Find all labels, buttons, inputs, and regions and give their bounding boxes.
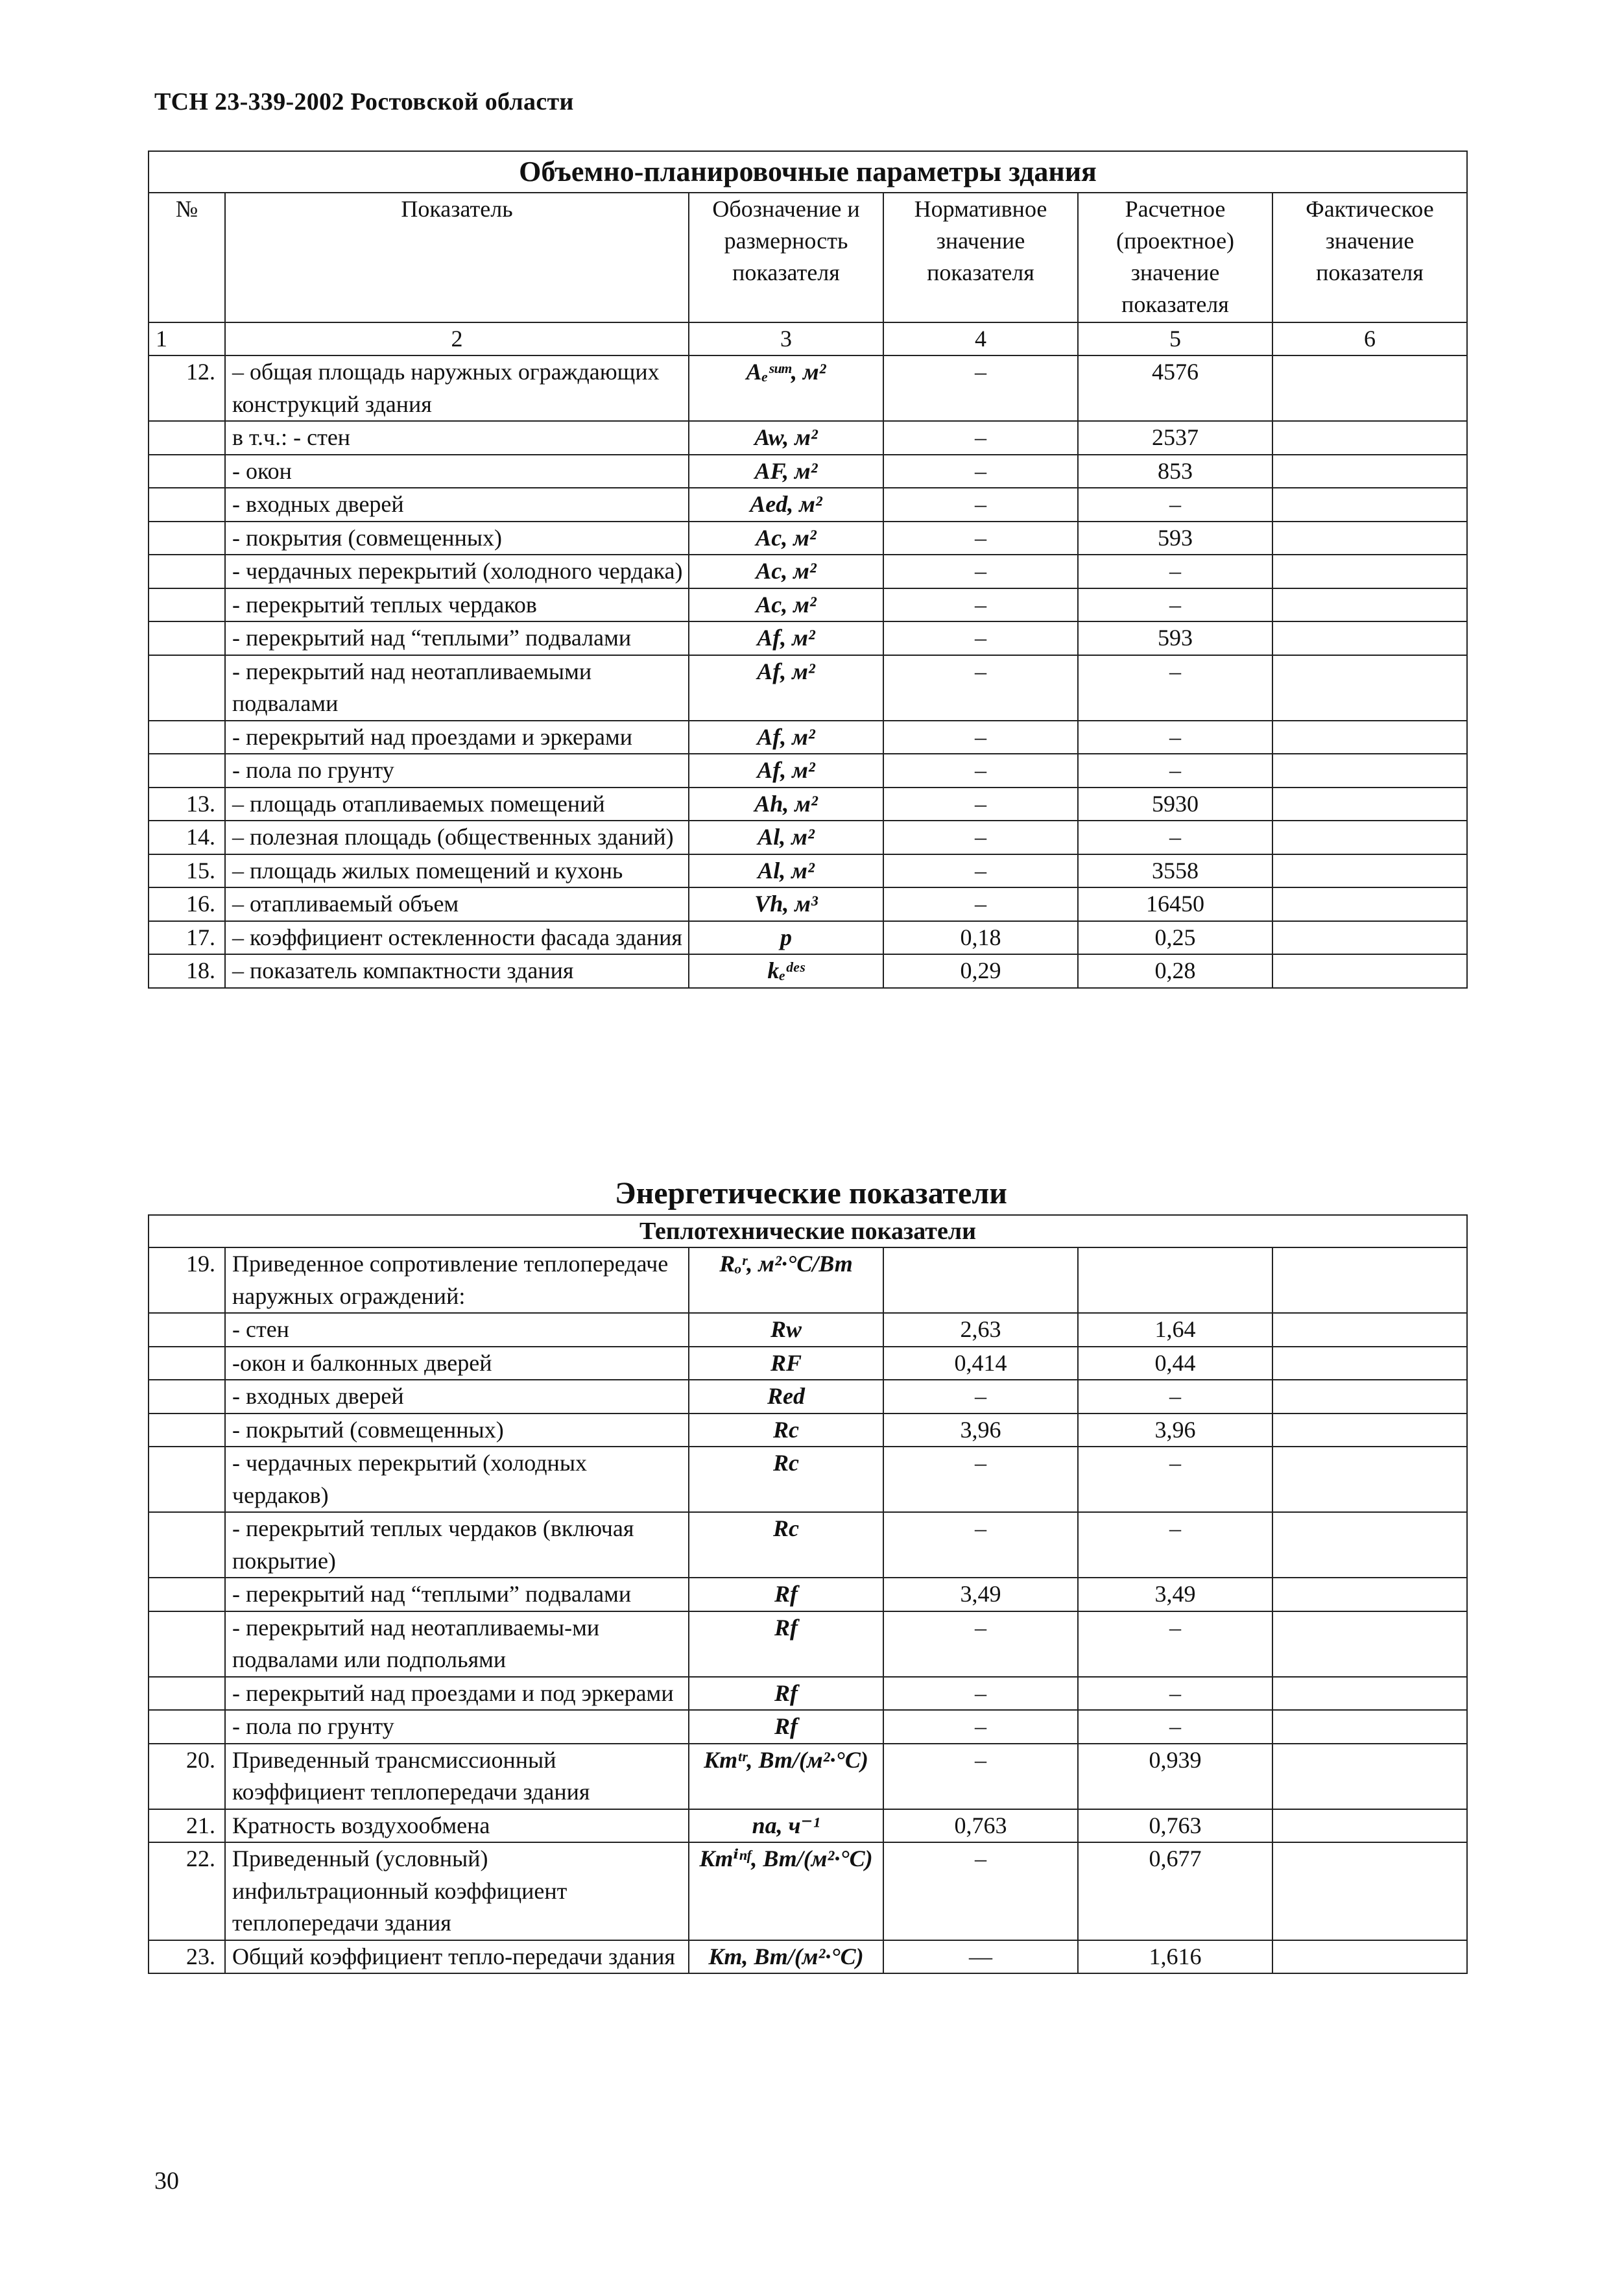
row-actual <box>1272 1313 1467 1347</box>
table-row <box>149 1414 1467 1447</box>
row-normative: – <box>883 721 1078 754</box>
row-number <box>149 1380 225 1414</box>
table-row <box>149 1842 1467 1940</box>
row-actual <box>1272 588 1467 622</box>
row-calculated: 593 <box>1078 522 1272 555</box>
row-symbol: Rₒʳ, м²·°С/Вт <box>689 1247 883 1313</box>
row-actual <box>1272 921 1467 955</box>
column-header: № <box>149 193 225 322</box>
row-label: - входных дверей <box>225 488 689 522</box>
row-actual <box>1272 1578 1467 1611</box>
row-actual <box>1272 655 1467 721</box>
row-normative <box>883 1247 1078 1313</box>
row-normative: – <box>883 1447 1078 1512</box>
row-normative: – <box>883 455 1078 488</box>
row-calculated: – <box>1078 1380 1272 1414</box>
table-row <box>149 1578 1467 1611</box>
row-label: - пола по грунту <box>225 754 689 788</box>
row-calculated: 1,64 <box>1078 1313 1272 1347</box>
row-actual <box>1272 555 1467 588</box>
row-symbol: Af, м² <box>689 655 883 721</box>
table-row <box>149 555 1467 588</box>
row-symbol: Af, м² <box>689 754 883 788</box>
row-symbol: Kmⁱⁿᶠ, Вт/(м²·°С) <box>689 1842 883 1940</box>
column-number: 4 <box>883 322 1078 355</box>
row-normative: – <box>883 1512 1078 1578</box>
column-number: 1 <box>149 322 225 355</box>
row-number <box>149 1414 225 1447</box>
row-symbol: Ac, м² <box>689 522 883 555</box>
row-normative: – <box>883 1611 1078 1677</box>
row-label: - покрытий (совмещенных) <box>225 1414 689 1447</box>
table-row <box>149 655 1467 721</box>
row-normative: – <box>883 887 1078 921</box>
row-number <box>149 455 225 488</box>
row-symbol: Rc <box>689 1447 883 1512</box>
row-label: - перекрытий над проездами и под эркерами <box>225 1677 689 1711</box>
row-calculated: 3,96 <box>1078 1414 1272 1447</box>
row-actual <box>1272 355 1467 421</box>
table-row <box>149 887 1467 921</box>
table-body <box>149 355 1467 988</box>
row-normative: – <box>883 355 1078 421</box>
row-number <box>149 1677 225 1711</box>
row-actual <box>1272 1809 1467 1843</box>
row-normative: – <box>883 621 1078 655</box>
row-number: 16. <box>149 887 225 921</box>
table-body <box>149 1247 1467 1973</box>
row-normative: – <box>883 555 1078 588</box>
row-normative: – <box>883 788 1078 821</box>
row-actual <box>1272 1611 1467 1677</box>
row-number: 23. <box>149 1940 225 1974</box>
row-label: - чердачных перекрытий (холодных чердаков) <box>225 1447 689 1512</box>
row-calculated: – <box>1078 1677 1272 1711</box>
table-row <box>149 588 1467 622</box>
row-symbol: Rf <box>689 1611 883 1677</box>
table-row <box>149 788 1467 821</box>
row-calculated: 2537 <box>1078 421 1272 455</box>
row-symbol: AF, м² <box>689 455 883 488</box>
row-label: - покрытия (совмещенных) <box>225 522 689 555</box>
table-row <box>149 1809 1467 1843</box>
row-actual <box>1272 887 1467 921</box>
row-label: -окон и балконных дверей <box>225 1347 689 1380</box>
row-number <box>149 1313 225 1347</box>
table-row <box>149 455 1467 488</box>
row-label: - перекрытий теплых чердаков <box>225 588 689 622</box>
table-row <box>149 488 1467 522</box>
row-normative: – <box>883 1677 1078 1711</box>
row-calculated: 0,28 <box>1078 954 1272 988</box>
row-normative: – <box>883 1380 1078 1414</box>
row-label: - стен <box>225 1313 689 1347</box>
table-row <box>149 421 1467 455</box>
row-actual <box>1272 1347 1467 1380</box>
row-symbol: Rf <box>689 1677 883 1711</box>
row-normative: 3,96 <box>883 1414 1078 1447</box>
row-number <box>149 1611 225 1677</box>
table-row <box>149 1940 1467 1974</box>
row-normative: – <box>883 754 1078 788</box>
row-calculated: – <box>1078 555 1272 588</box>
row-label: – коэффициент остекленности фасада здания <box>225 921 689 955</box>
table-title: Объемно-планировочные параметры здания <box>149 151 1467 193</box>
row-number: 18. <box>149 954 225 988</box>
row-actual <box>1272 1380 1467 1414</box>
row-normative: – <box>883 1710 1078 1744</box>
table-row <box>149 621 1467 655</box>
table-row <box>149 522 1467 555</box>
row-label: - перекрытий над неотапливаемыми подвалами <box>225 655 689 721</box>
row-number: 17. <box>149 921 225 955</box>
row-actual <box>1272 522 1467 555</box>
row-actual <box>1272 721 1467 754</box>
row-calculated: 0,25 <box>1078 921 1272 955</box>
row-label: – показатель компактности здания <box>225 954 689 988</box>
row-calculated: 0,763 <box>1078 1809 1272 1843</box>
row-symbol: Rf <box>689 1578 883 1611</box>
column-header: Нормативное значение показателя <box>883 193 1078 322</box>
row-label: – общая площадь наружных ограждающих конструкций здания <box>225 355 689 421</box>
row-normative: 2,63 <box>883 1313 1078 1347</box>
row-symbol: Aw, м² <box>689 421 883 455</box>
row-label: - входных дверей <box>225 1380 689 1414</box>
row-symbol: Al, м² <box>689 821 883 854</box>
row-number <box>149 621 225 655</box>
table-row <box>149 1677 1467 1711</box>
row-calculated: 5930 <box>1078 788 1272 821</box>
page-number: 30 <box>154 2167 179 2195</box>
row-calculated: 593 <box>1078 621 1272 655</box>
document-header: ТСН 23-339-2002 Ростовской области <box>154 88 574 115</box>
row-number <box>149 754 225 788</box>
row-actual <box>1272 1744 1467 1809</box>
table-row <box>149 921 1467 955</box>
row-symbol: Aₑˢᵘᵐ, м² <box>689 355 883 421</box>
row-symbol: Rf <box>689 1710 883 1744</box>
row-calculated: – <box>1078 721 1272 754</box>
row-number <box>149 1447 225 1512</box>
row-number: 12. <box>149 355 225 421</box>
row-actual <box>1272 821 1467 854</box>
table-row <box>149 1313 1467 1347</box>
row-symbol: Rw <box>689 1313 883 1347</box>
row-label: – отапливаемый объем <box>225 887 689 921</box>
row-symbol: Al, м² <box>689 854 883 888</box>
row-label: - чердачных перекрытий (холодного чердака) <box>225 555 689 588</box>
row-label: Приведенный трансмиссионный коэффициент теплопередачи здания <box>225 1744 689 1809</box>
row-symbol: Vh, м³ <box>689 887 883 921</box>
row-actual <box>1272 854 1467 888</box>
column-number: 6 <box>1272 322 1467 355</box>
row-normative: – <box>883 421 1078 455</box>
row-calculated: 0,677 <box>1078 1842 1272 1940</box>
row-actual <box>1272 954 1467 988</box>
row-calculated: 0,44 <box>1078 1347 1272 1380</box>
row-normative: 0,18 <box>883 921 1078 955</box>
row-symbol: Ac, м² <box>689 555 883 588</box>
row-number: 21. <box>149 1809 225 1843</box>
row-calculated: 3558 <box>1078 854 1272 888</box>
row-label: Приведенный (условный) инфильтрационный коэффициент теплопередачи здания <box>225 1842 689 1940</box>
row-normative: 0,414 <box>883 1347 1078 1380</box>
row-actual <box>1272 754 1467 788</box>
row-normative: – <box>883 588 1078 622</box>
row-calculated: – <box>1078 821 1272 854</box>
row-calculated: – <box>1078 1512 1272 1578</box>
row-actual <box>1272 421 1467 455</box>
row-calculated: – <box>1078 655 1272 721</box>
row-number: 20. <box>149 1744 225 1809</box>
row-symbol: kₑᵈᵉˢ <box>689 954 883 988</box>
table-row <box>149 854 1467 888</box>
row-label: - перекрытий теплых чердаков (включая покрытие) <box>225 1512 689 1578</box>
row-number <box>149 1578 225 1611</box>
row-normative: – <box>883 522 1078 555</box>
row-calculated: 4576 <box>1078 355 1272 421</box>
row-symbol: Red <box>689 1380 883 1414</box>
row-calculated: 3,49 <box>1078 1578 1272 1611</box>
row-symbol: Af, м² <box>689 621 883 655</box>
row-label: - окон <box>225 455 689 488</box>
table-row <box>149 1512 1467 1578</box>
row-symbol: RF <box>689 1347 883 1380</box>
row-calculated: – <box>1078 588 1272 622</box>
column-header: Фактическое значение показателя <box>1272 193 1467 322</box>
row-label: - перекрытий над проездами и эркерами <box>225 721 689 754</box>
table-row <box>149 1447 1467 1512</box>
row-number: 14. <box>149 821 225 854</box>
column-header: Обозначение и размерность показателя <box>689 193 883 322</box>
row-calculated: – <box>1078 754 1272 788</box>
row-actual <box>1272 1677 1467 1711</box>
row-number: 19. <box>149 1247 225 1313</box>
row-normative: – <box>883 854 1078 888</box>
table-row <box>149 1380 1467 1414</box>
table-row <box>149 954 1467 988</box>
row-number: 15. <box>149 854 225 888</box>
row-actual <box>1272 621 1467 655</box>
row-normative: 3,49 <box>883 1578 1078 1611</box>
row-symbol: Kmᵗʳ, Вт/(м²·°С) <box>689 1744 883 1809</box>
row-calculated: 1,616 <box>1078 1940 1272 1974</box>
table-row <box>149 1247 1467 1313</box>
row-label: – площадь отапливаемых помещений <box>225 788 689 821</box>
row-label: Общий коэффициент тепло-передачи здания <box>225 1940 689 1974</box>
row-symbol: Aed, м² <box>689 488 883 522</box>
row-label: - перекрытий над неотапливаемы-ми подвалами или подпольями <box>225 1611 689 1677</box>
column-number: 5 <box>1078 322 1272 355</box>
column-number: 2 <box>225 322 689 355</box>
row-symbol: Ah, м² <box>689 788 883 821</box>
row-calculated: 853 <box>1078 455 1272 488</box>
column-header: Расчетное (проектное) значение показателя <box>1078 193 1272 322</box>
row-label: - перекрытий над “теплыми” подвалами <box>225 621 689 655</box>
table-row <box>149 821 1467 854</box>
table-row <box>149 1611 1467 1677</box>
row-number <box>149 421 225 455</box>
row-label: - перекрытий над “теплыми” подвалами <box>225 1578 689 1611</box>
row-number <box>149 721 225 754</box>
row-symbol: Ac, м² <box>689 588 883 622</box>
row-normative: 0,763 <box>883 1809 1078 1843</box>
table-row <box>149 1744 1467 1809</box>
row-symbol: p <box>689 921 883 955</box>
row-number: 22. <box>149 1842 225 1940</box>
row-symbol: na, ч⁻¹ <box>689 1809 883 1843</box>
row-number <box>149 1512 225 1578</box>
table-row <box>149 1710 1467 1744</box>
row-number: 13. <box>149 788 225 821</box>
row-number <box>149 522 225 555</box>
row-label: в т.ч.: - стен <box>225 421 689 455</box>
row-normative: – <box>883 821 1078 854</box>
section-title: Энергетические показатели <box>615 1176 1007 1210</box>
row-normative: 0,29 <box>883 954 1078 988</box>
row-calculated <box>1078 1247 1272 1313</box>
row-label: - пола по грунту <box>225 1710 689 1744</box>
row-number <box>149 1710 225 1744</box>
row-normative: – <box>883 1744 1078 1809</box>
row-calculated: 0,939 <box>1078 1744 1272 1809</box>
table-row <box>149 754 1467 788</box>
row-number <box>149 555 225 588</box>
row-number <box>149 655 225 721</box>
row-actual <box>1272 488 1467 522</box>
row-actual <box>1272 1512 1467 1578</box>
row-symbol: Af, м² <box>689 721 883 754</box>
table-row <box>149 355 1467 421</box>
row-symbol: Km, Вт/(м²·°С) <box>689 1940 883 1974</box>
row-actual <box>1272 1842 1467 1940</box>
row-actual <box>1272 1414 1467 1447</box>
row-number <box>149 1347 225 1380</box>
table-row <box>149 721 1467 754</box>
table-subtitle: Теплотехнические показатели <box>149 1215 1467 1247</box>
row-normative: – <box>883 488 1078 522</box>
table-energy <box>148 1214 1468 1974</box>
column-number: 3 <box>689 322 883 355</box>
row-actual <box>1272 788 1467 821</box>
row-actual <box>1272 1247 1467 1313</box>
row-calculated: – <box>1078 1710 1272 1744</box>
row-calculated: – <box>1078 1447 1272 1512</box>
row-actual <box>1272 1940 1467 1974</box>
row-normative: — <box>883 1940 1078 1974</box>
row-label: – полезная площадь (общественных зданий) <box>225 821 689 854</box>
row-actual <box>1272 1447 1467 1512</box>
row-label: – площадь жилых помещений и кухонь <box>225 854 689 888</box>
row-calculated: 16450 <box>1078 887 1272 921</box>
row-symbol: Rc <box>689 1512 883 1578</box>
row-normative: – <box>883 1842 1078 1940</box>
row-actual <box>1272 455 1467 488</box>
row-calculated: – <box>1078 488 1272 522</box>
row-number <box>149 488 225 522</box>
row-number <box>149 588 225 622</box>
row-label: Приведенное сопротивление теплопередаче наружных ограждений: <box>225 1247 689 1313</box>
row-label: Кратность воздухообмена <box>225 1809 689 1843</box>
row-symbol: Rc <box>689 1414 883 1447</box>
column-header: Показатель <box>225 193 689 322</box>
row-normative: – <box>883 655 1078 721</box>
table-volume-planning <box>148 150 1468 989</box>
table-row <box>149 1347 1467 1380</box>
row-actual <box>1272 1710 1467 1744</box>
row-calculated: – <box>1078 1611 1272 1677</box>
